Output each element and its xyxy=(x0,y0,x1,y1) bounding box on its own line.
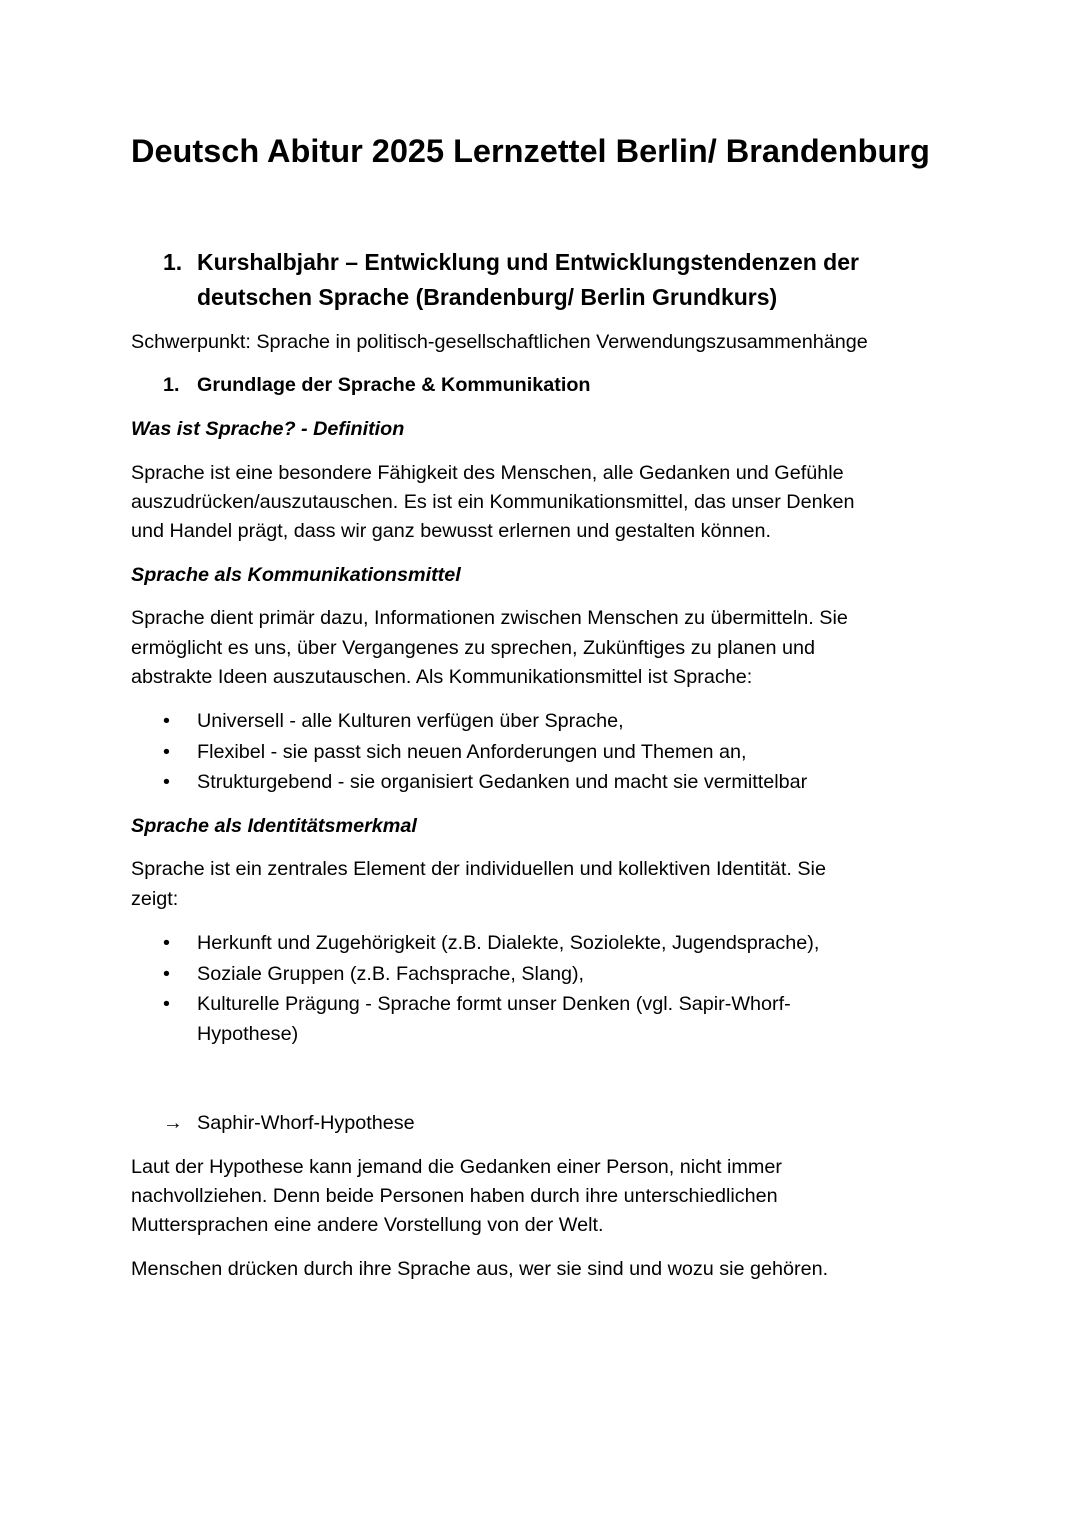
list-item-continuation: Hypothese) xyxy=(197,1023,299,1045)
hypothesis-label: Saphir-Whorf-Hypothese xyxy=(197,1112,415,1134)
hypothesis-line: Muttersprachen eine andere Vorstellung von der Welt. xyxy=(131,1214,604,1236)
definition-heading: Was ist Sprache? - Definition xyxy=(131,418,405,440)
definition-line: Sprache ist eine besondere Fähigkeit des Menschen, alle Gedanken und Gefühle xyxy=(131,462,844,484)
bullet-icon: • xyxy=(163,932,170,954)
focus-text: Schwerpunkt: Sprache in politisch-gesellschaftlichen Verwendungszusammenhänge xyxy=(131,331,868,353)
section-heading-line2: deutschen Sprache (Brandenburg/ Berlin Grundkurs) xyxy=(197,284,778,310)
communication-line: abstrakte Ideen auszutauschen. Als Kommunikationsmittel ist Sprache: xyxy=(131,666,753,688)
bullet-icon: • xyxy=(163,993,170,1015)
list-item: Strukturgebend - sie organisiert Gedanken und macht sie vermittelbar xyxy=(197,771,808,793)
communication-line: Sprache dient primär dazu, Informationen zwischen Menschen zu übermitteln. Sie xyxy=(131,607,848,629)
identity-line: Sprache ist ein zentrales Element der individuellen und kollektiven Identität. Sie xyxy=(131,858,826,880)
list-item: Kulturelle Prägung - Sprache formt unser Denken (vgl. Sapir-Whorf- xyxy=(197,993,791,1015)
list-item: Herkunft und Zugehörigkeit (z.B. Dialekte, Soziolekte, Jugendsprache), xyxy=(197,932,820,954)
hypothesis-line: nachvollziehen. Denn beide Personen haben durch ihre unterschiedlichen xyxy=(131,1185,778,1207)
bullet-icon: • xyxy=(163,963,170,985)
arrow-right-icon: → xyxy=(163,1112,183,1134)
definition-line: und Handel prägt, dass wir ganz bewusst erlernen und gestalten können. xyxy=(131,520,772,542)
hypothesis-line: Laut der Hypothese kann jemand die Gedanken einer Person, nicht immer xyxy=(131,1156,782,1178)
definition-line: auszudrücken/auszutauschen. Es ist ein Kommunikationsmittel, das unser Denken xyxy=(131,491,855,513)
bullet-icon: • xyxy=(163,741,170,763)
communication-heading: Sprache als Kommunikationsmittel xyxy=(131,564,461,586)
section-heading-line1: Kurshalbjahr – Entwicklung und Entwicklungstendenzen der xyxy=(197,249,859,275)
subsection-heading: Grundlage der Sprache & Kommunikation xyxy=(197,374,591,396)
identity-heading: Sprache als Identitätsmerkmal xyxy=(131,815,417,837)
communication-line: ermöglicht es uns, über Vergangenes zu sprechen, Zukünftiges zu planen und xyxy=(131,637,815,659)
document-title: Deutsch Abitur 2025 Lernzettel Berlin/ Brandenburg xyxy=(131,133,930,169)
list-item: Flexibel - sie passt sich neuen Anforderungen und Themen an, xyxy=(197,741,747,763)
section-number: 1. xyxy=(163,249,183,275)
subsection-number: 1. xyxy=(163,374,180,396)
identity-line: zeigt: xyxy=(131,888,179,910)
bullet-icon: • xyxy=(163,771,170,793)
closing-statement: Menschen drücken durch ihre Sprache aus, wer sie sind und wozu sie gehören. xyxy=(131,1258,829,1280)
list-item: Soziale Gruppen (z.B. Fachsprache, Slang), xyxy=(197,963,585,985)
list-item: Universell - alle Kulturen verfügen über Sprache, xyxy=(197,710,624,732)
bullet-icon: • xyxy=(163,710,170,732)
